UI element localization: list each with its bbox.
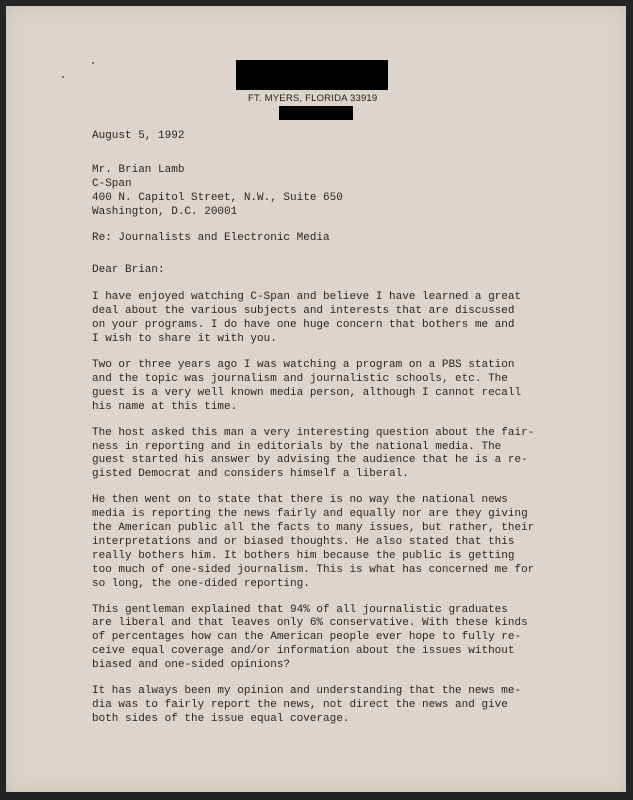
paragraph-line: He then went on to state that there is no way the national news bbox=[92, 494, 508, 507]
paper-speck bbox=[92, 62, 94, 64]
paragraph-line: of percentages how can the American people ever hope to fully re- bbox=[92, 631, 522, 644]
paragraph bbox=[92, 685, 592, 727]
paragraph-line: deal about the various subjects and interests that are discussed bbox=[92, 305, 515, 318]
paragraph-line: are liberal and that leaves only 6% conservative. With these kinds bbox=[92, 617, 528, 630]
paragraph-line: biased and one-sided opinions? bbox=[92, 659, 291, 672]
letter-salutation: Dear Brian: bbox=[92, 264, 165, 277]
paragraph-line: guest started his answer by advising the audience that he is a re- bbox=[92, 454, 528, 467]
paragraph-line: ceive equal coverage and/or information about the issues without bbox=[92, 645, 515, 658]
paragraph-line: The host asked this man a very interesting question about the fair- bbox=[92, 426, 535, 439]
recipient-line: Mr. Brian Lamb bbox=[92, 163, 185, 176]
redacted-letterhead-name bbox=[236, 60, 388, 90]
paper-speck bbox=[62, 76, 64, 78]
recipient-line: 400 N. Capitol Street, N.W., Suite 650 bbox=[92, 191, 343, 204]
paragraph-line: dia was to fairly report the news, not direct the news and give bbox=[92, 699, 508, 711]
paragraph-line: I wish to share it with you. bbox=[92, 333, 277, 346]
paragraph-line: interpretations and or biased thoughts. He also stated that this bbox=[92, 535, 515, 548]
paragraph bbox=[92, 604, 592, 674]
paragraph-line: both sides of the issue equal coverage. bbox=[92, 712, 350, 725]
letter-body bbox=[92, 130, 592, 727]
paragraph-line: really bothers him. It bothers him because the public is getting bbox=[92, 549, 515, 562]
recipient-line: Washington, D.C. 20001 bbox=[92, 205, 238, 218]
paragraph bbox=[92, 359, 592, 415]
recipient-address bbox=[92, 164, 592, 220]
paragraph-line: Two or three years ago I was watching a program on a PBS station bbox=[92, 358, 515, 371]
paragraph-line: his name at this time. bbox=[92, 400, 238, 413]
recipient-line: C-Span bbox=[92, 177, 132, 190]
letter-page bbox=[6, 6, 626, 792]
letterhead-city: FT. MYERS, FLORIDA 33919 bbox=[248, 93, 378, 104]
paragraph-line: It has always been my opinion and understanding that the news me- bbox=[92, 685, 522, 698]
paragraph-line: the American public all the facts to many issues, but rather, their bbox=[92, 522, 535, 535]
paragraph-line: media is reporting the news fairly and equally nor are they giving bbox=[92, 508, 528, 521]
paragraph-line: guest is a very well known media person, although I cannot recall bbox=[92, 386, 522, 399]
paragraph-line: so long, the one-dided reporting. bbox=[92, 577, 310, 590]
letter-date: August 5, 1992 bbox=[92, 130, 185, 142]
paragraph bbox=[92, 427, 592, 483]
paragraph bbox=[92, 494, 592, 591]
redacted-letterhead-phone bbox=[279, 106, 353, 120]
paragraph-line: on your programs. I do have one huge concern that bothers me and bbox=[92, 319, 515, 332]
paragraph-line: I have enjoyed watching C-Span and believe I have learned a great bbox=[92, 291, 522, 304]
paragraph-line: This gentleman explained that 94% of all journalistic graduates bbox=[92, 603, 508, 616]
paragraph-line: gisted Democrat and considers himself a liberal. bbox=[92, 468, 409, 481]
letter-subject: Re: Journalists and Electronic Media bbox=[92, 231, 330, 244]
paragraph bbox=[92, 291, 592, 347]
paragraph-line: too much of one-sided journalism. This is what has concerned me for bbox=[92, 563, 535, 576]
paragraph-line: ness in reporting and in editorials by the national media. The bbox=[92, 440, 502, 453]
paragraph-line: and the topic was journalism and journalistic schools, etc. The bbox=[92, 372, 508, 385]
